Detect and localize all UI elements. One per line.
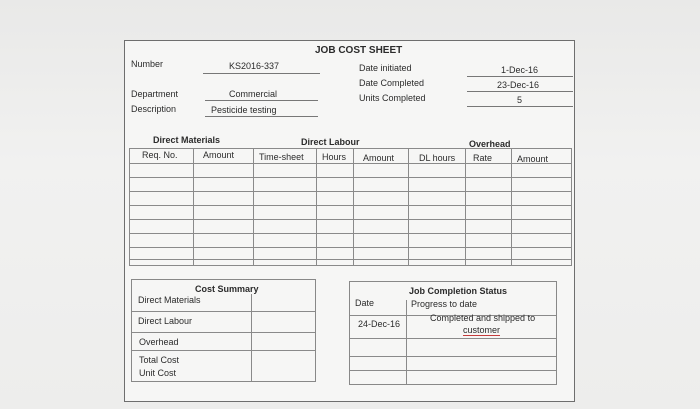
description-underline bbox=[205, 116, 318, 117]
sheet-title: JOB COST SHEET bbox=[315, 45, 403, 56]
date-completed-label: Date Completed bbox=[359, 78, 425, 88]
overhead-group: Overhead bbox=[469, 139, 511, 149]
number-label: Number bbox=[131, 59, 164, 69]
direct-materials-group: Direct Materials bbox=[153, 135, 221, 145]
number-value: KS2016-337 bbox=[229, 61, 280, 71]
col-rate: Rate bbox=[473, 153, 493, 163]
units-completed-label: Units Completed bbox=[359, 93, 426, 103]
cost-summary-title: Cost Summary bbox=[195, 284, 259, 294]
summary-direct-materials: Direct Materials bbox=[138, 295, 201, 305]
department-label: Department bbox=[131, 89, 179, 99]
date-completed-underline bbox=[467, 91, 573, 92]
completion-date-label: Date bbox=[355, 298, 375, 308]
col-time-sheet: Time-sheet bbox=[259, 152, 304, 162]
col-dl-hours: DL hours bbox=[419, 153, 456, 163]
completion-box bbox=[349, 281, 557, 385]
description-label: Description bbox=[131, 104, 177, 114]
summary-direct-labour: Direct Labour bbox=[138, 316, 193, 326]
col-overhead-amount: Amount bbox=[517, 154, 549, 164]
completion-date-value: 24-Dec-16 bbox=[358, 319, 401, 329]
progress-text-line2: customer bbox=[463, 325, 501, 335]
summary-total-cost: Total Cost bbox=[139, 355, 180, 365]
date-initiated-label: Date initiated bbox=[359, 63, 412, 73]
progress-to-date-label: Progress to date bbox=[411, 299, 478, 309]
progress-text-line1: Completed and shipped to bbox=[430, 313, 536, 323]
description-value: Pesticide testing bbox=[211, 105, 277, 115]
summary-overhead: Overhead bbox=[139, 337, 179, 347]
date-initiated-underline bbox=[467, 76, 573, 77]
col-hours: Hours bbox=[322, 152, 347, 162]
units-completed-value: 5 bbox=[517, 95, 523, 105]
summary-unit-cost: Unit Cost bbox=[139, 368, 177, 378]
department-value: Commercial bbox=[229, 89, 278, 99]
date-initiated-value: 1-Dec-16 bbox=[501, 65, 539, 75]
col-labour-amount: Amount bbox=[363, 153, 395, 163]
number-underline bbox=[203, 73, 320, 74]
direct-labour-group: Direct Labour bbox=[301, 137, 360, 147]
date-completed-value: 23-Dec-16 bbox=[497, 80, 540, 90]
job-cost-sheet bbox=[124, 40, 575, 402]
units-completed-underline bbox=[467, 106, 573, 107]
col-req-no: Req. No. bbox=[142, 150, 178, 160]
job-completion-status-title: Job Completion Status bbox=[409, 286, 508, 296]
department-underline bbox=[205, 100, 318, 101]
col-materials-amount: Amount bbox=[203, 150, 235, 160]
